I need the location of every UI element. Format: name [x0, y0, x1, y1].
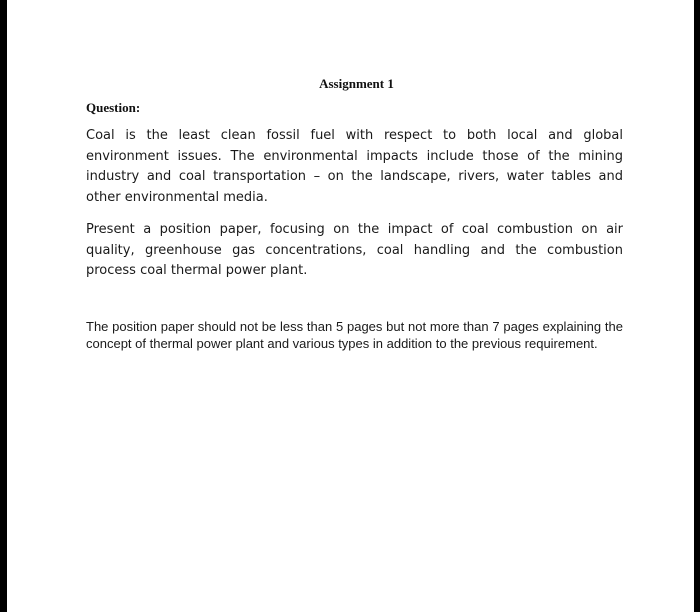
right-frame-edge — [694, 0, 700, 612]
left-frame-edge — [0, 0, 7, 612]
question-label: Question: — [86, 100, 141, 115]
paragraph-position-paper: Present a position paper, focusing on the impact of coal combustion on air quality, greenhouse gas concentrations, coal handling and the combustion process coal thermal power plant. — [86, 222, 623, 278]
paragraph-page-requirement: The position paper should not be less than 5 pages but not more than 7 pages explaining the concept of thermal power plant and various types in addition to the previous requirement. — [86, 319, 623, 351]
paragraph-coal-impact: Coal is the least clean fossil fuel with respect to both local and global environment issues. The environmental impacts include those of the mining industry and coal transportation – on the landscape, rivers, water tables and other environmental media. — [86, 128, 623, 205]
assignment-title: Assignment 1 — [319, 76, 394, 91]
document-page — [7, 0, 694, 612]
